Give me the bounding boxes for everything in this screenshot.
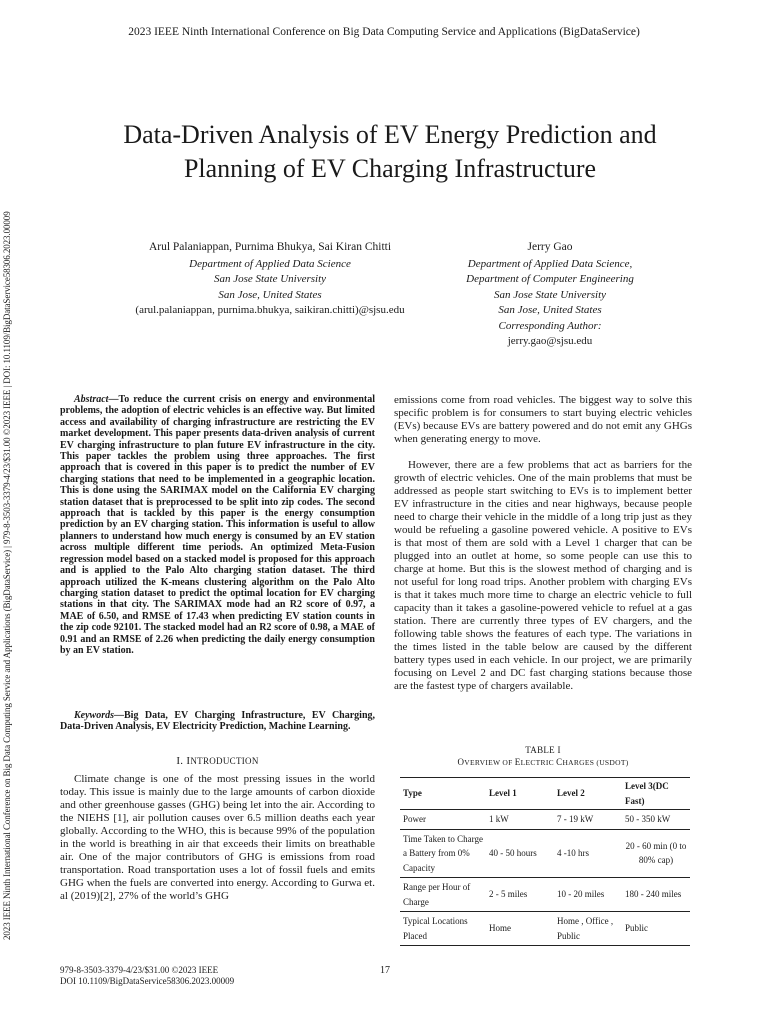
right-paragraph-2	[394, 459, 692, 693]
author-university: San Jose State University	[213, 273, 327, 285]
table-cell: 10 - 20 miles	[554, 878, 622, 912]
author-department: Department of Applied Data Science	[189, 257, 351, 270]
sidebar-citation: 2023 IEEE Ninth International Conference on Big Data Computing Service and Applications (BigDataService) | 979-8-3503-3379-4/23/$31.00 ©2023 IEEE | DOI: 10.1109/BigDataService58306.2023.00009	[2, 211, 12, 940]
right-para-1-text: emissions come from road vehicles. The biggest way to solve this specific problem is for consumers to start buying electric vehicles (EVs) because EVs are battery powered and do not emit any GHGs when generating energy to move.	[394, 394, 692, 445]
author-email: jerry.gao@sjsu.edu	[507, 335, 593, 347]
page-number: 17	[380, 965, 390, 976]
footer-isbn: 979-8-3503-3379-4/23/$31.00 ©2023 IEEE	[60, 965, 219, 975]
author-department: Department of Applied Data Science,	[467, 257, 633, 270]
author-location: San Jose, United States	[218, 288, 322, 301]
section-numeral: I. I	[176, 755, 191, 767]
section-title-rest: NTRODUCTION	[190, 756, 259, 766]
table-cell: 7 - 19 kW	[554, 810, 622, 830]
table-cell: Home	[486, 912, 554, 946]
title-line-1: Data-Driven Analysis of EV Energy Prediction and	[123, 120, 657, 149]
table-cell: Home , Office , Public	[554, 912, 622, 946]
abstract-text: —To reduce the current crisis on energy and environmental problems, the adoption of electric vehicles is an effective way. But limited access and availability of charging infrastructure are restricting the EV market development. This paper presents data-driven analysis of current EV charging infrastructure to plan future EV infrastructure in the city. This paper tackles the problem using three approaches. The first approach that is covered in this paper is to predict the number of EV charging stations that need to be implemented in a geographic location. This is done using the SARIMAX model on the California EV charging station dataset that is preprocessed to be split into zip codes. The second approach that is tackled by this paper is the energy consumption prediction by an EV charging station. This information is useful to allow planners to understand how much energy is consumed by an EV station across multiple different time periods. An optimized Meta-Fusion regression model based on a stacked model is proposed for this approach and is applied to the Palo Alto charging station dataset. The third approach utilized the K-means clustering algorithm on the Palo Alto charging station dataset to predict the optimal location for EV charging stations in that city. The SARIMAX mode had an R2 score of 0.97, a MAE of 6.50, and RMSE of 17.43 when predicting EV station counts in the zip code 92101. The stacked model had an R2 score of 0.98, a MAE of 0.91 and an RMSE of 2.26 when predicting the daily energy consumption by an EV station.	[60, 394, 375, 656]
table-cell: Public	[622, 912, 690, 946]
right-paragraph-1	[394, 394, 692, 446]
table-cell: 20 - 60 min (0 to 80% cap)	[622, 829, 690, 878]
table-label: TABLE I	[525, 745, 561, 755]
footer-doi: DOI 10.1109/BigDataService58306.2023.00009	[60, 976, 235, 986]
author-block-1	[110, 240, 430, 319]
author-name: Jerry Gao	[527, 241, 573, 253]
author-email: (arul.palaniappan, purnima.bhukya, saikiran.chitti)@sjsu.edu	[135, 304, 405, 316]
footer-copyright	[60, 965, 234, 987]
table-header-row	[400, 778, 690, 810]
right-para-2-text: However, there are a few problems that act as barriers for the growth of electric vehicles. One of the main problems that must be addressed as people start switching to EVs is to implement better EV infrastructure in the cities and near highways, because people need to charge their vehicle in the middle of a long trip just as they would be refueling a gasoline powered vehicle. A positive to EVs is that most of them are sold with a Level 1 charger that can be plugged into an outlet at home, so some people can use this to charge at home. But this is the slowest method of charging and is not useful for long road trips. Another problem with charging EVs is that it takes much more time to charge an electric vehicle to full capacity than it takes a gasoline-powered vehicle to refuel at a gas station. There are currently three types of EV chargers, and the following table shows the features of each type. The variations in the times listed in the table below are caused by the different battery types used in each vehicle. In our project, we are primarily focusing on Level 2 and DC fast charging stations because those are the fastest type of chargers available.	[394, 459, 692, 692]
ev-charger-table	[400, 777, 690, 946]
author-role: Corresponding Author:	[498, 319, 602, 332]
abstract-lead: Abstract	[74, 394, 109, 405]
table-header-cell: Level 3(DC Fast)	[622, 778, 690, 810]
author-department-2: Department of Computer Engineering	[466, 273, 634, 285]
author-block-2	[430, 240, 670, 350]
table-header-cell: Level 1	[486, 778, 554, 810]
table-header-cell: Level 2	[554, 778, 622, 810]
intro-paragraph: Climate change is one of the most pressing issues in the world today. This issue is mainly due to the large amounts of carbon dioxide and other greenhouse gasses (GHG) being let into the air. According to the NIEHS [1], air pollution causes over 6.5 million deaths each year globally. According to the WHO, this is because 99% of the population in the world is breathing in air that exceeds their limits on breathable air. One of the major contributors of GHG is emissions from road transportation. Road transportation uses a lot of fossil fuels and emits GHG when the fuels are converted into energy. According to Gurwa et. al (2019)[2], 27% of the world’s GHG	[60, 773, 375, 902]
table-header-cell: Type	[400, 778, 486, 810]
table-cell: 40 - 50 hours	[486, 829, 554, 878]
table-cell: 4 -10 hrs	[554, 829, 622, 878]
paper-title	[60, 118, 720, 186]
keywords-text: —Big Data, EV Charging Infrastructure, EV Charging, Data-Driven Analysis, EV Electricity Prediction, Machine Learning.	[60, 710, 375, 733]
table-cell: 1 kW	[486, 810, 554, 830]
table-cell: 2 - 5 miles	[486, 878, 554, 912]
table-row	[400, 829, 690, 878]
table-title: OVERVIEW OF ELECTRIC CHARGES (USDOT)	[457, 757, 629, 767]
table-cell: 50 - 350 kW	[622, 810, 690, 830]
keywords-lead: Keywords	[74, 710, 114, 721]
table-cell: Time Taken to Charge a Battery from 0% Capacity	[400, 829, 486, 878]
keywords	[60, 710, 375, 733]
introduction-text	[60, 773, 375, 903]
author-university: San Jose State University	[493, 288, 607, 301]
table-row	[400, 878, 690, 912]
table-caption	[394, 744, 692, 769]
table-row	[400, 912, 690, 946]
abstract	[60, 394, 375, 656]
section-heading-introduction	[60, 755, 375, 767]
table-cell: Range per Hour of Charge	[400, 878, 486, 912]
table-cell: 180 - 240 miles	[622, 878, 690, 912]
table-row	[400, 810, 690, 830]
title-line-2: Planning of EV Charging Infrastructure	[183, 154, 597, 183]
author-names: Arul Palaniappan, Purnima Bhukya, Sai Kiran Chitti	[148, 241, 392, 253]
conference-header: 2023 IEEE Ninth International Conference on Big Data Computing Service and Applications (BigDataService)	[128, 26, 640, 38]
table-cell: Typical Locations Placed	[400, 912, 486, 946]
table-cell: Power	[400, 810, 486, 830]
author-location: San Jose, United States	[498, 304, 602, 316]
